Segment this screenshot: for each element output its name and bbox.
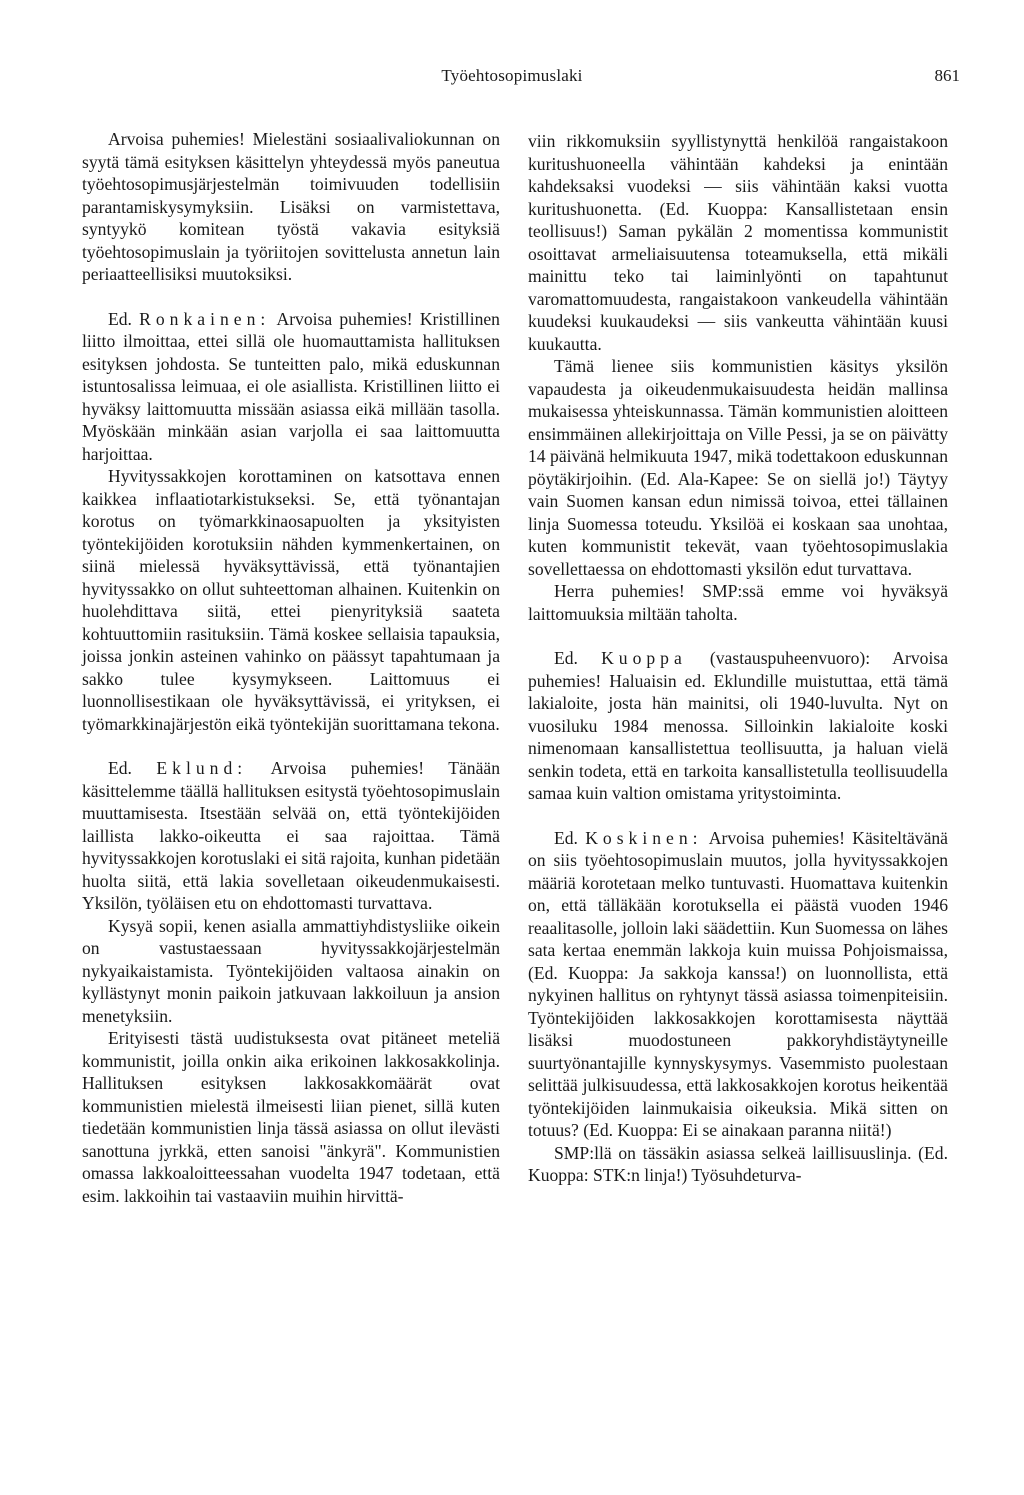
speech-text: Arvoisa puhemies! Kristillinen liitto ilmoittaa, ettei sillä ole huomauttamista hallituksen esityksen johdosta. Se tunteitten palo, mikä eduskunnan istuntosalissa leimuaa, ei ole asiallista. Kristillinen liitto ei hyväksy laittomuutta missään asiassa eikä millään tasolla. Myöskään minkään asian varjolla ei saa laittomuutta harjoittaa. <box>82 308 500 464</box>
speaker-prefix: Ed. <box>554 827 578 848</box>
speaker-prefix: Ed. <box>108 308 132 329</box>
speech-text: (vastauspuheenvuoro): Arvoisa puhemies! Haluaisin ed. Eklundille muistuttaa, että tämä lakialoite, josta hän mainitsi, oli 1940-luvulta. Nyt on vuosiluku 1984 menossa. Silloinkin lakialoite koski nimenomaan kansallistettua teollisuutta, ja haluan vielä senkin todeta, että en tarkoita kansallistetulla teollisuudella samaa kuin valtion omistama yritystoiminta. <box>528 648 949 803</box>
paragraph: Hyvityssakkojen korottaminen on katsottava ennen kaikkea inflaatiotarkistukseksi. Se, että työnantajan korotus on työmarkkinaosapuolten ja yksityisten työntekijöiden korotuksiin nähden kymmenkertainen, on siinä mielessä hyväksyttävissä, että työnantajien hyvityssakko on ollut suhteettoman alhainen. Kuitenkin on huolehdittava siitä, ettei pienyrityksiä saateta kohtuuttomiin rasituksiin. Tämä koskee sellaisia tapauksia, joissa jonkin asteinen vahinko on päässyt tapahtumaan ja sakko tulee kysymykseen. Laittomuus ei luonnollisestikaan ole hyväksyttävissä, ei yrityksen, ei työmarkkinajärjestön eikä työntekijän suorittamana tekona. <box>82 466 500 734</box>
speaker-name: Kuoppa <box>601 648 687 668</box>
speaker-name: Eklund: <box>156 758 248 778</box>
paragraph: Arvoisa puhemies! Mielestäni sosiaalivaliokunnan on syytä tämä esityksen käsittelyn yhteydessä myös paneutua työehtosopimusjärjestelmän toimivuuden todellisiin parantamiskysymyksiin. Lisäksi on varmistettava, syntyykö komitean työstä vakavia esityksiä työehtosopimuslain ja työriitojen sovittelusta annetun lain periaatteellisiksi muutoksiksi. <box>82 129 500 284</box>
speech-kuoppa <box>528 647 948 805</box>
speaker-name: Ronkainen: <box>139 308 271 329</box>
paragraph: Kysyä sopii, kenen asialla ammattiyhdistysliike oikein on vastustaessaan hyvityssakkojärjestelmän nykyaikaistamista. Työntekijöiden valtaosa ainakin on kyllästynyt monin paikoin jatkuvaan lakkoiluun ja ansion menetyksiin. <box>82 915 500 1026</box>
left-column <box>82 128 500 1207</box>
page-number: 861 <box>934 66 960 85</box>
speech-eklund <box>82 757 500 915</box>
paragraph: Tämä lienee siis kommunistien käsitys yksilön vapaudesta ja oikeudenmukaisuudesta heidän mallinsa mukaisessa yhteiskunnassa. Tämän kommunistien aloitteen ensimmäinen allekirjoittaja on Ville Pessi, ja se on päivätty 14 päivänä helmikuuta 1947, mikä todettakoon eduskunnan pöytäkirjoihin. (Ed. Ala-Kapee: Se on siellä jo!) Täytyy vain Suomen kansan edun nimissä toivoa, ettei tällainen linja Suomessa toteudu. Yksilöä ei koskaan saa unohtaa, kuten kommunistit tekevät, vaan työehtosopimuslakia sovellettaessa on ehdottomasti yksilön edut turvattava. <box>528 356 948 579</box>
speaker-name: Koskinen: <box>585 827 703 848</box>
paragraph: Erityisesti tästä uudistuksesta ovat pitäneet meteliä kommunistit, joilla onkin aika erikoinen lakkosakkolinja. Hallituksen esityksen lakkosakkomäärät ovat kommunistien mielestä ilmeisesti liian pienet, sillä kuten tiedetään kommunistien linja tässä asiassa on ollut ilevästi sanottuna jyrkkä, etten sanoisi "änkyrä". Kommunistien omassa lakkoaloitteessahan vuodelta 1947 todetaan, että esim. lakkoihin tai vastaaviin muihin hirvittä- <box>82 1028 500 1206</box>
speaker-prefix: Ed. <box>554 648 578 668</box>
right-column <box>528 130 948 1187</box>
page-title: Työehtosopimuslaki <box>441 66 583 85</box>
speech-text: Arvoisa puhemies! Tänään käsittelemme täällä hallituksen esitystä työehtosopimuslain muuttamisesta. Itsestään selvää on, että työntekijöiden laillista lakko-oikeutta ei saa rajoittaa. Tämä hyvityssakkojen korotuslaki ei sitä rajoita, kunhan pidetään huolta siitä, että lakia sovelletaan oikeudenmukaisesti. Yksilön, työläisen etu on ehdottomasti turvattava. <box>82 758 500 913</box>
paragraph: SMP:llä on tässäkin asiassa selkeä laillisuuslinja. (Ed. Kuoppa: STK:n linja!) Työsuhdeturva- <box>528 1142 948 1185</box>
paragraph: Herra puhemies! SMP:ssä emme voi hyväksyä laittomuuksia miltään taholta. <box>528 581 948 624</box>
speech-koskinen <box>528 827 948 1142</box>
speaker-prefix: Ed. <box>108 758 132 778</box>
speech-text: Arvoisa puhemies! Käsiteltävänä on siis työehtosopimuslain muutos, jolla hyvityssakkojen määriä korotetaan melko tuntuvasti. Huomattava kuitenkin on, että tälläkään korotuksella ei päästä vuoden 1946 reaalitasolle, jolloin laki säädettiin. Kun Suomessa on lähes sata kertaa enemmän lakkoja kuin muissa Pohjoismaissa, (Ed. Kuoppa: Ja sakkoja kanssa!) on luonnollista, että nykyinen hallitus on ryhtynyt tässä asiassa toimenpiteisiin. Työntekijöiden lakkosakkojen korottamisesta näyttää lisäksi muodostuneen pakkoryhdistäytyneille suurtyönantajille kynnyskysymys. Vasemmisto puolestaan selittää julkisuudessa, että lakkosakkojen korotus heikentää työntekijöiden lainmukaisia oikeuksia. Mikä sitten on totuus? (Ed. Kuoppa: Ei se ainakaan paranna niitä!) <box>528 827 948 1140</box>
speech-ronkainen <box>82 308 500 466</box>
paragraph: viin rikkomuksiin syyllistynyttä henkilöä rangaistakoon kuritushuoneella vähintään kahdeksi ja enintään kahdeksaksi vuodeksi — siis vähintään kaksi vuotta kuritushuonetta. (Ed. Kuoppa: Kansallistetaan ensin teollisuus!) Saman pykälän 2 momentissa kommunistit osoittavat armeliaisuutensa toteamuksella, että mikäli mainittu teko tai laiminlyönti on tapahtunut varomattomuudesta, rangaistakoon vankeudella vähintään kuudeksi kuukaudeksi — siis vankeutta vähintään kuusi kuukautta. <box>528 131 948 354</box>
